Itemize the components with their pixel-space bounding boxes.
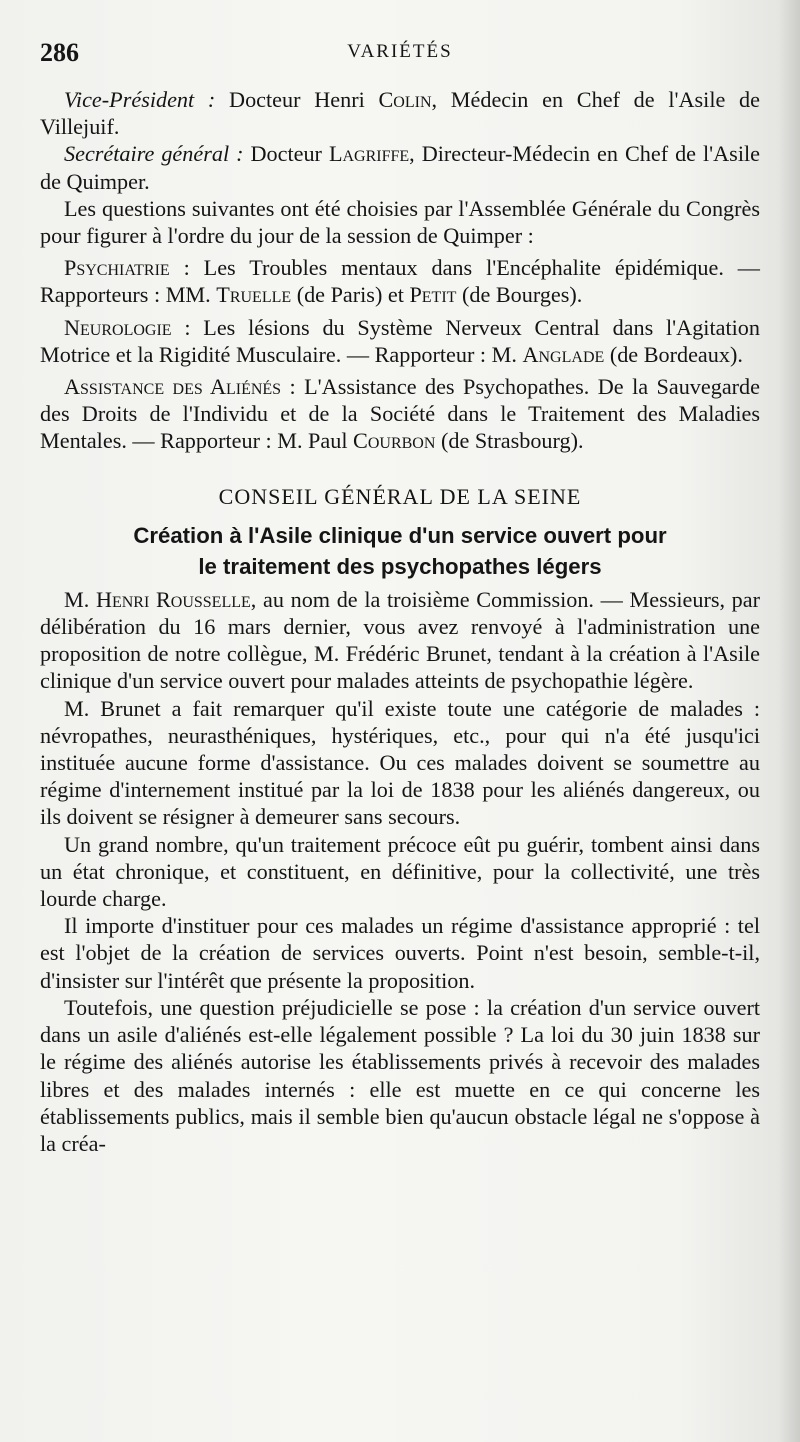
- person-name: Petit: [409, 282, 457, 308]
- person-name: Henri Rousselle: [95, 586, 251, 612]
- running-title: VARIÉTÉS: [347, 41, 453, 62]
- topic-label: Assistance des Aliénés :: [64, 374, 296, 400]
- article-title: [60, 520, 740, 582]
- page-shadow-edge: [778, 0, 800, 1442]
- article-title-line-2: le traitement des psychopathes légers: [198, 553, 602, 579]
- topic-neurologie: Neurologie : Les lésions du Système Nerveux Central dans l'Agitation Motrice et la Rigidité Musculaire. — Rapporteur : M. Anglade (de Bordeaux).: [40, 314, 760, 367]
- body-paragraph-1: M. Henri Rousselle, au nom de la troisième Commission. — Messieurs, par délibération du 16 mars dernier, vous avez renvoyé à l'administration une proposition de notre collègue, M. Frédéric Brunet, tendant à la création à l'Asile clinique d'un service ouvert pour malades atteints de psychopathie légère.: [40, 586, 761, 694]
- body-paragraph-5: Toutefois, une question préjudicielle se pose : la création d'un service ouvert dans un asile d'aliénés est-elle légalement possible ? La loi du 30 juin 1838 sur le régime des aliénés autorise les établissements privés à recevoir des malades libres et des malades internés : elle est muette en ce qui concerne les établissements publics, mais il semble bien qu'aucun obstacle légal ne s'oppose à la créa-: [40, 994, 760, 1156]
- body-paragraph-3: Un grand nombre, qu'un traitement précoce eût pu guérir, tombent ainsi dans un état chronique, et constituent, en définitive, pour la collectivité, une très lourde charge.: [40, 831, 760, 912]
- topic-label: Neurologie :: [64, 314, 191, 340]
- topic-label: Psychiatrie :: [64, 255, 190, 281]
- running-header: [40, 38, 760, 72]
- body-paragraph-2: M. Brunet a fait remarquer qu'il existe toute une catégorie de malades : névropathes, neurasthéniques, hystériques, etc., pour qui n'a été jusqu'ici instituée aucune forme d'assistance. Ou ces malades doivent se soumettre au régime d'internement institué par la loi de 1838 pour les aliénés dangereux, ou ils doivent se résigner à demeurer sans secours.: [40, 695, 760, 830]
- body-paragraph-4: Il importe d'instituer pour ces malades un régime d'assistance approprié : tel est l'objet de la création de services ouverts. Point n'est besoin, semble-t-il, d'insister sur l'intérêt que présente la proposition.: [40, 913, 760, 993]
- person-name: Truelle: [216, 282, 292, 308]
- article-title-line-1: Création à l'Asile clinique d'un service ouvert pour: [133, 522, 667, 548]
- vice-president-line: Vice-Président : Docteur Henri Colin, Médecin en Chef de l'Asile de Villejuif.: [40, 87, 760, 140]
- person-name: Courbon: [353, 428, 436, 454]
- topic-assistance: Assistance des Aliénés : L'Assistance des Psychopathes. De la Sauvegarde des Droits de l'Individu et de la Société dans le Traitement des Maladies Mentales. — Rapporteur : M. Paul Courbon (de Strasbourg).: [40, 374, 761, 454]
- page-number: 286: [40, 38, 79, 67]
- section-title: CONSEIL GÉNÉRAL DE LA SEINE: [218, 483, 582, 509]
- person-name: Anglade: [522, 341, 605, 367]
- intro-paragraph: Les questions suivantes ont été choisies par l'Assemblée Générale du Congrès pour figurer à l'ordre du jour de la session de Quimper :: [40, 195, 760, 249]
- person-name: Lagriffe: [328, 141, 410, 167]
- topic-psychiatrie: Psychiatrie : Les Troubles mentaux dans l'Encéphalite épidémique. — Rapporteurs : MM. Truelle (de Paris) et Petit (de Bourges).: [40, 255, 760, 308]
- person-name: Colin: [378, 87, 432, 112]
- secretary-role: Secrétaire général :: [64, 141, 244, 167]
- page-body: [40, 86, 760, 1157]
- vice-president-role: Vice-Président :: [64, 87, 216, 112]
- secretary-line: Secrétaire général : Docteur Lagriffe, Directeur-Médecin en Chef de l'Asile de Quimper.: [40, 141, 760, 194]
